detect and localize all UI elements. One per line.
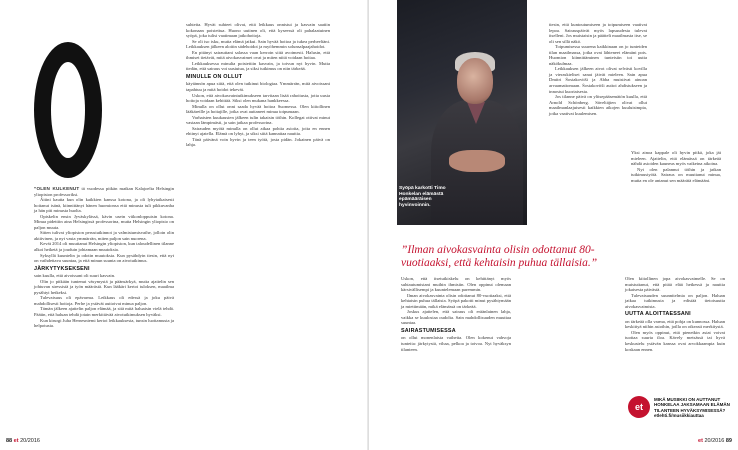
photo-figure-head [457,58,493,104]
body-paragraph: Leikkauksen jälkeen aivot olivat selvästi kovilla ja vieraskieliset sanat jäivät mieleen. Sain apua Dmitri Šostakovitši ja Abba muistivat ainoan arvaamattomaan. Šostakovitši auttoi ahdistukseen ja innostui kuoriaisesta. [549,66,647,94]
right-column-1 [549,22,647,116]
body-paragraph: Tulevaisuus oli epävarma. Leikkaus oli edessä ja joku päivä mahdollisesti hoitoja. Perhe ja ystävät auttoivat minua paljon. [34,295,174,306]
body-paragraph: sain kuulla, että aivoissani oli suuri kasvain. [34,273,116,279]
body-paragraph: Uskon, että itsetutkiskelu on kehittänyt myös suhtautumistani muihin ihmisiin. Olen oppinut olemaan kärsivällisempi ja kuuntelemaan paremmin. [401,276,511,293]
body-paragraph: Kevät 2014 oli muuttanut Helsingin yliopiston, kun taloudellinen tilanne alkoi heiketä ja jouduin johtamaan muutoksia. [34,241,174,253]
body-paragraph: tiesin, että kuntoutumiseen ja toipumiseen vaativat lepoa. Sairauspäivät myös lapsuudesta tulevat itselleni. Jos muistaisin ja päätteli maailmasta itse, se oli sen sillä näkö. [549,22,647,44]
magazine-name: et [698,438,703,444]
body-paragraph: Leikkauksessa minulta poistettiin kasvain, ja toivun nyt hyvin. Mutta tiedän, että sairaus voi uusiutua, ja siksi tutkimus on niin tärkeää. [186,60,330,72]
body-paragraph: Yksi ainoa kappale oli hyvin pitkä, joka jäi mieleen. Ajattelin, että elämässä on tärkeää nähdä asioiden kauneus myös vaikeina aikoina. [631,150,721,167]
issue-number: 20/2016 [20,438,40,444]
right-page [369,0,738,450]
body-paragraph: Sitten tulivat yliopiston perustutkinnot ja valmistumisvaihe, jolloin olin aktiivinen, ja nyt vasta ymmärrän, miten paljon sain nuorena. [34,230,174,241]
body-paragraph: Sairauden myötä minulla on ollut aikaa pohtia asioita, joita en ennen ehtinyt ajatella. Elämä on lyhyt, ja siksi siitä kannattaa nauttia. [186,125,330,137]
page-number: 88 [6,438,13,444]
right-column-2b [625,276,725,352]
body-paragraph: Tänä päivänä voin hyvin ja teen työtä, josta pidän. Jokainen päivä on lahja. [186,136,330,148]
lead-caps: ”OLEN KULKENUT [34,186,80,191]
body-paragraph: Tämän jälkeen ajattelin paljon elämää, ja sitä mitä haluaisin vielä tehdä. Päätin, että haluan tehdä jotain merkittävää aivotutkimuksen hyväksi. [34,306,174,318]
body-paragraph: Opiskelin ensin Jyväskylässä, kävin usein viikonloppuisin kotona. Minua pidettiin aina Helsingissä professorina, mutta Helsingin yliopisto on paljon muuta. [34,213,174,230]
magazine-name: et [13,438,19,444]
body-paragraph: Tulevaisuuden suunnitelmia on paljon. Haluan jatkaa tutkimusta ja edistää tietoisuutta aivokasvaimista. [625,292,725,309]
subheading-uutta-aloittaessani: UUTTA ALOITTAESSANI [625,311,691,318]
promo-text[interactable]: MIKÄ MUSIIKKI ON AUTTANUT HONKELAA JAKSAMAAN ELÄMÄN TILANTEEN HYVÄKSYMISESSÄ? etlehti.fi/musiikkiauttaa [654,397,730,419]
body-paragraph: En pitänyt sairauttani salassa vaan kerroin siitä avoimesti. Halusin, että ihmiset tietävät, mitä aivokasvaimet ovat ja miten niitä voidaan hoitaa. [186,49,330,61]
body-paragraph: Kun kirurgi Juha Hernesniemi kertoi leikkauksesta, tunsin luottamusta ja helpotusta. [34,317,175,329]
body-paragraph: Minulla on ollut onni saada hyvää hoitoa Suomessa. Olen kiitollinen lääkäreille ja hoitajille, jotka ovat auttaneet minua toipumaan. [186,103,330,115]
body-paragraph: Se oli iso isku, mutta elämä jatkui. Sain hyvää hoitoa ja tukea perheeltäni. Leikkauksen jälkeen aloitin sädehoidot ja myöhemmin solunsalpaajahoidot. [186,38,330,50]
right-column-1b [401,276,511,352]
subheading-sairastumisessa: SAIRASTUMISESSA [401,327,456,334]
body-paragraph: Syksyllä kuuntelin ja odotin muutoksia. Kun pysähdyin tiesin, että nyt on vaihdettava suuntaa, ja että minun suunta on aivotutkimus. [34,252,174,264]
body-paragraph: on tärkeää olla varma, että pohja on kunnossa. Haluan keskittyä niihin asioihin, joilla on oikeasti merkitystä. [625,318,725,330]
body-paragraph: Olen kiitollinen jopa aivokasvaimelle. Se on muistuttanut, että pitää elää hetkessä ja nauttia jokaisesta päivästä. [625,276,725,293]
body-paragraph: Ilman aivokasvainta olisin odottanut 80-vuotiaaksi, että kehtaisin puhua tällaisia. Syöpä pakotti minut pysähtymään ja miettimään, mikä elämässä on tärkeää. [401,292,511,309]
body-paragraph: suhteita. Hyvät suhteet olivat, että leikkaus onnistui ja kasvain saatiin kokonaan poistettua. Huono uutinen oli, että kyseessä oli pahalaatuinen syöpä, joka tulisi vaatimaan jatkohoitoja. [186,22,330,39]
left-column-2 [186,22,330,148]
body-paragraph: käytännön apua siitä, että olen tutkinut biologiaa. Ymmärrän, mitä aivoissani tapahtuu ja mitä hoidot tekevät. [186,81,330,93]
body-paragraph: Jos tilanne päivä on ylitsepääsemätön kuulla, että Arnold Schönberg. Säveltäjien olivat ollut maailmanlaajuisesti kaikkien aikojen kuuluisimpia, jotka vaativat kuulemisen. [549,94,647,116]
photo-figure-hands [449,150,505,172]
body-paragraph: Uskon, että aivokasvaintutkimukseen tarvitaan lisää rahoitusta, jotta uusia hoitoja voidaan kehittää. Siksi olen mukana hankkeessa. [186,92,330,104]
drop-cap-o [34,42,102,178]
lead-paragraph: ”OLEN KULKENUT tä vuodessa pitkän matkan Kalajoelta Helsingin yliopiston professoriksi. [34,186,174,197]
left-footer [6,438,40,444]
body-paragraph: on ollut monenlaista vaihetta. Olen kokenut vahvoja tunteita: järkytystä, vihaa, pelkoa ja toivoa. Nyt hyväksyn tilanteen. [401,335,511,352]
subheading-minulle-on-ollut: MINULLE ON OLLUT [186,73,243,80]
body-paragraph: Toipumisessa suurena kaikkinaan on jo tunteiden tilan maailmassa, jotka ovat lähteneet elämäni pois. Huomion kiinnittäminen tunteisiin toi uutta näkökulmaa. [549,44,647,66]
issue-number: 20/2016 [704,438,725,444]
right-footer [698,438,732,444]
pull-quote: ”Ilman aivokasvainta olisin odottanut 80-vuotiaaksi, että kehtaisin puhua tällaisia.” [401,244,598,269]
body-paragraph: Äitini kautta kun olin kaikkien kanssa kotona, ja oli lyhytaikaisesti hoitanut isänä, kiinnittänyt hänen huomionsa että minusta tuli pikkuvanha ja hän piti minusta huolta. [34,197,174,214]
promo-box[interactable] [628,396,738,436]
left-column-1 [34,186,174,329]
body-paragraph: Varhaisten kuukausien jälkeen tulin takaisin töihin. Kollegat ottivat minut vastaan lämpimästi, ja sain jatkaa professorina. [186,114,330,126]
et-logo-badge: et [628,396,650,418]
photo-caption: Syöpä karkotti Timo Honkelan elämästä epämääräisen hyvinvoinnin. [399,186,446,208]
page-number: 89 [725,438,732,444]
body-paragraph: Olin jo pitkään tuntenut väsymystä ja päänsärkyä, mutta ajattelin sen johtuvan stressistä ja työn määrästä. Kun lääkäri kertoi tuloksen, maailma pysähtyi hetkeksi. [34,278,174,295]
subheading-jarkytykseksen: JÄRKYTYKSEKSENI [34,265,90,272]
right-column-2 [631,150,721,183]
body-paragraph: Olen myös oppinut, että pienetkin asiat voivat tuottaa suurta iloa. Kävely metsässä tai hyvä keskustelu ystävän kanssa ovat arvokkaampia kuin koskaan ennen. [625,329,725,352]
body-paragraph: Nyt olen palannut töihin ja jatkan tutkimustyötä. Sairaus on muuttanut minua, mutta en ole antanut sen määrätä elämääni. [631,166,721,183]
body-paragraph: Joskus ajattelen, että sairaus oli eräänlainen lahja, vaikka se kuulostaa oudolta. Sain mahdollisuuden muuttaa suuntaa. [401,309,511,326]
